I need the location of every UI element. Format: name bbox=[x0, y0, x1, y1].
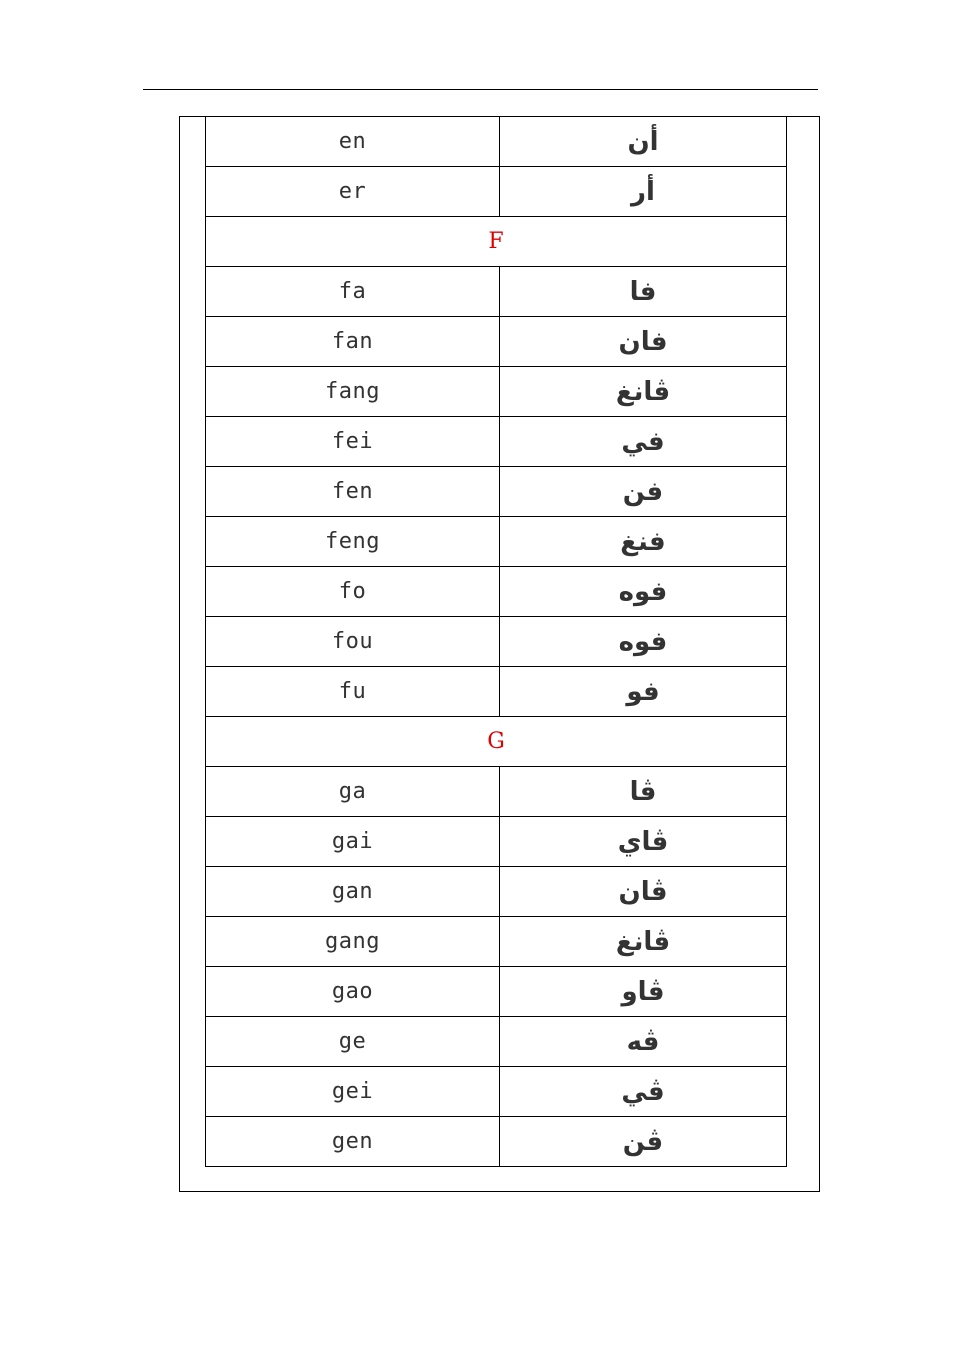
pinyin-cell: en bbox=[206, 117, 500, 167]
arabic-cell: أر bbox=[500, 167, 787, 217]
table-row bbox=[206, 867, 787, 917]
arabic-cell: في bbox=[500, 417, 787, 467]
arabic-cell: ڨان bbox=[500, 867, 787, 917]
pinyin-cell: ge bbox=[206, 1017, 500, 1067]
arabic-cell: ڨن bbox=[500, 1117, 787, 1167]
pinyin-cell: fou bbox=[206, 617, 500, 667]
section-letter: F bbox=[206, 217, 787, 267]
arabic-cell: ڨاي bbox=[500, 817, 787, 867]
table-row bbox=[206, 467, 787, 517]
pinyin-cell: gan bbox=[206, 867, 500, 917]
pinyin-cell: fan bbox=[206, 317, 500, 367]
pinyin-cell: fen bbox=[206, 467, 500, 517]
table-row bbox=[206, 317, 787, 367]
arabic-cell: ڨاو bbox=[500, 967, 787, 1017]
pinyin-cell: gao bbox=[206, 967, 500, 1017]
table-row bbox=[206, 1067, 787, 1117]
arabic-cell: فنغ bbox=[500, 517, 787, 567]
arabic-cell: ڨانغ bbox=[500, 917, 787, 967]
table-row bbox=[206, 517, 787, 567]
table-row bbox=[206, 567, 787, 617]
arabic-cell: ڨي bbox=[500, 1067, 787, 1117]
transliteration-table bbox=[205, 116, 787, 1167]
table-row bbox=[206, 617, 787, 667]
pinyin-cell: ga bbox=[206, 767, 500, 817]
table-row bbox=[206, 767, 787, 817]
pinyin-cell: gei bbox=[206, 1067, 500, 1117]
pinyin-cell: gai bbox=[206, 817, 500, 867]
table-row bbox=[206, 667, 787, 717]
table-row bbox=[206, 967, 787, 1017]
arabic-cell: أن bbox=[500, 117, 787, 167]
header-rule bbox=[143, 89, 818, 90]
table-row bbox=[206, 917, 787, 967]
table-row bbox=[206, 367, 787, 417]
arabic-cell: فو bbox=[500, 667, 787, 717]
table-row bbox=[206, 117, 787, 167]
arabic-cell: ڨا bbox=[500, 767, 787, 817]
arabic-cell: فوه bbox=[500, 617, 787, 667]
table-row bbox=[206, 167, 787, 217]
arabic-cell: فوه bbox=[500, 567, 787, 617]
pinyin-cell: gang bbox=[206, 917, 500, 967]
pinyin-cell: fei bbox=[206, 417, 500, 467]
table-row bbox=[206, 1117, 787, 1167]
arabic-cell: فان bbox=[500, 317, 787, 367]
pinyin-cell: gen bbox=[206, 1117, 500, 1167]
arabic-cell: فن bbox=[500, 467, 787, 517]
pinyin-cell: fo bbox=[206, 567, 500, 617]
arabic-cell: ڨه bbox=[500, 1017, 787, 1067]
table-row bbox=[206, 817, 787, 867]
pinyin-cell: er bbox=[206, 167, 500, 217]
pinyin-cell: fang bbox=[206, 367, 500, 417]
table-row bbox=[206, 417, 787, 467]
pinyin-cell: fa bbox=[206, 267, 500, 317]
pinyin-cell: feng bbox=[206, 517, 500, 567]
pinyin-cell: fu bbox=[206, 667, 500, 717]
table-row bbox=[206, 267, 787, 317]
table-body bbox=[206, 117, 787, 1167]
section-header-row bbox=[206, 217, 787, 267]
section-letter: G bbox=[206, 717, 787, 767]
section-header-row bbox=[206, 717, 787, 767]
arabic-cell: ڤانغ bbox=[500, 367, 787, 417]
table-row bbox=[206, 1017, 787, 1067]
arabic-cell: فا bbox=[500, 267, 787, 317]
